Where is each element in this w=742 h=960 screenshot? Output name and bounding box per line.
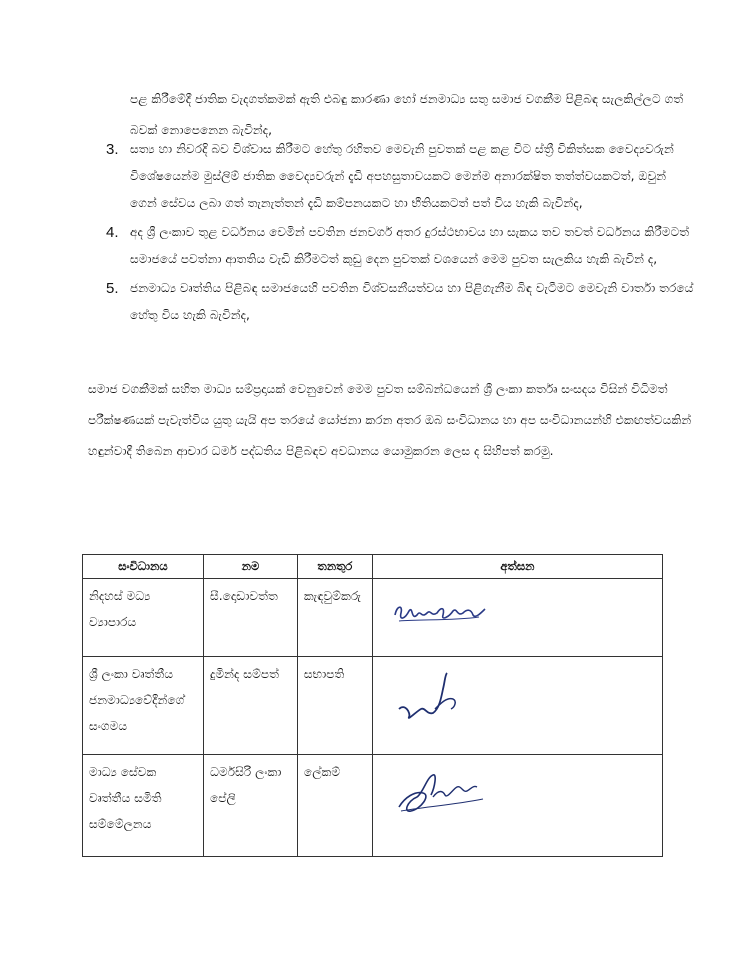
signature-image: [391, 595, 491, 629]
numbered-list: [106, 136, 696, 331]
org-cell: ශ්‍රී ලංකා වෘත්තීය ජනමාධ්‍යවේදීන්ගේ සංගමය: [83, 657, 204, 755]
list-text: අද ශ්‍රී ලංකාව තුළ වර්ධනය වෙමින් පවතින ජනවර්ග අතර දුරස්ථභාවය හා සැකය තව තවත් වර්ධනය කිරීමටත් සමාජයේ පවත්නා ආතතිය වැඩි කිරීමටත් කුඩු දෙන පුවතක් වශයෙන් මෙම පුවත සැලකිය හැකි බැවින් ද,: [130, 225, 690, 266]
list-text: සත්‍ය හා නිවරදි බව විශ්වාස කිරීමට හේතු රහිතව මෙවැනි පුවතක් පළ කළ විට ස්ත්‍රී චිකිත්සක වෛද්‍යවරුන් විශේෂයෙන්ම මුස්ලිම් ජාතික වෛද්‍යවරුන් දැඩි අපහසුතාවයකට මෙන්ම අනාරක්ෂිත තත්ත්වයකටත්, ඔවුන් ගෙන් සේවය ලබා ගත් තැනැත්තන් දැඩි කම්පනයකට හා භීතියකටත් පත් විය හැකි බැවින්ද,: [130, 142, 674, 210]
name-cell: සී.දොඩාවත්ත: [203, 579, 297, 657]
list-item: [106, 275, 696, 329]
signature-cell: [372, 579, 662, 657]
table-row: [83, 657, 663, 755]
name-cell: දුමින්ද සම්පත්: [203, 657, 297, 755]
position-cell: කැඳවුම්කරු: [297, 579, 372, 657]
signature-cell: [372, 657, 662, 755]
signature-cell: [372, 755, 662, 857]
org-cell: මාධ්‍ය සේවක වෘත්තීය සමිති සම්මේලනය: [83, 755, 204, 857]
signature-image: [395, 669, 475, 725]
table-row: [83, 579, 663, 657]
header-organization: සංවිධානය: [83, 555, 204, 579]
list-item: [106, 136, 696, 217]
name-cell: ධර්මසිරි ලංකා පේලි: [203, 755, 297, 857]
list-item: [106, 219, 696, 273]
list-text: ජනමාධ්‍ය වෘත්තිය පිළිබඳ සමාජයෙහි පවතින විශ්වසනීයත්වය හා පිළිගැනීම බිඳ වැටීමට මෙවැනි වාර්තා තරයේ හේතු විය හැකි බැවින්ද,: [130, 281, 694, 322]
signature-table: [82, 554, 663, 857]
list-number: 3.: [106, 141, 119, 158]
list-number: 4.: [106, 224, 119, 241]
position-cell: සභාපති: [297, 657, 372, 755]
header-position: තනතුර: [297, 555, 372, 579]
signature-image: [393, 767, 493, 817]
table-row: [83, 755, 663, 857]
header-signature: අත්සන: [372, 555, 662, 579]
closing-paragraph: සමාජ වගකීමක් සහිත මාධ්‍ය සම්ප්‍රදායක් වෙනුවෙන් මෙම පුවත සම්බන්ධයෙන් ශ්‍රී ලංකා කර්තෘ සංසදය විසින් විධිමත් පරීක්ෂණයක් පැවැත්විය යුතු යැයි අප තරයේ යෝජනා කරන අතර ඔබ සංවිධානය හා අප සංවිධානයන්හි එකඟත්වයකින් හඳුන්වාදී තිබෙන ආචාර ධර්ම පද්ධතිය පිළිබඳව අවධානය යොමුකරන ලෙස ද සිහිපත් කරමු.: [88, 382, 692, 458]
position-cell: ලේකම්: [297, 755, 372, 857]
list-number: 5.: [106, 280, 119, 297]
continuation-paragraph: පළ කිරීමේදී ජාතික වැදගත්කමක් ඇති එබඳු කාරණා හෝ ජනමාධ්‍ය සතු සමාජ වගකීම පිළිබඳ සැලකිල්ලට ගත් බවක් නොපෙනෙන බැවින්ද,: [130, 92, 684, 137]
header-name: නම: [203, 555, 297, 579]
org-cell: නිදහස් මධ්‍ය ව්‍යාපාරය: [83, 579, 204, 657]
table-header-row: [83, 555, 663, 579]
